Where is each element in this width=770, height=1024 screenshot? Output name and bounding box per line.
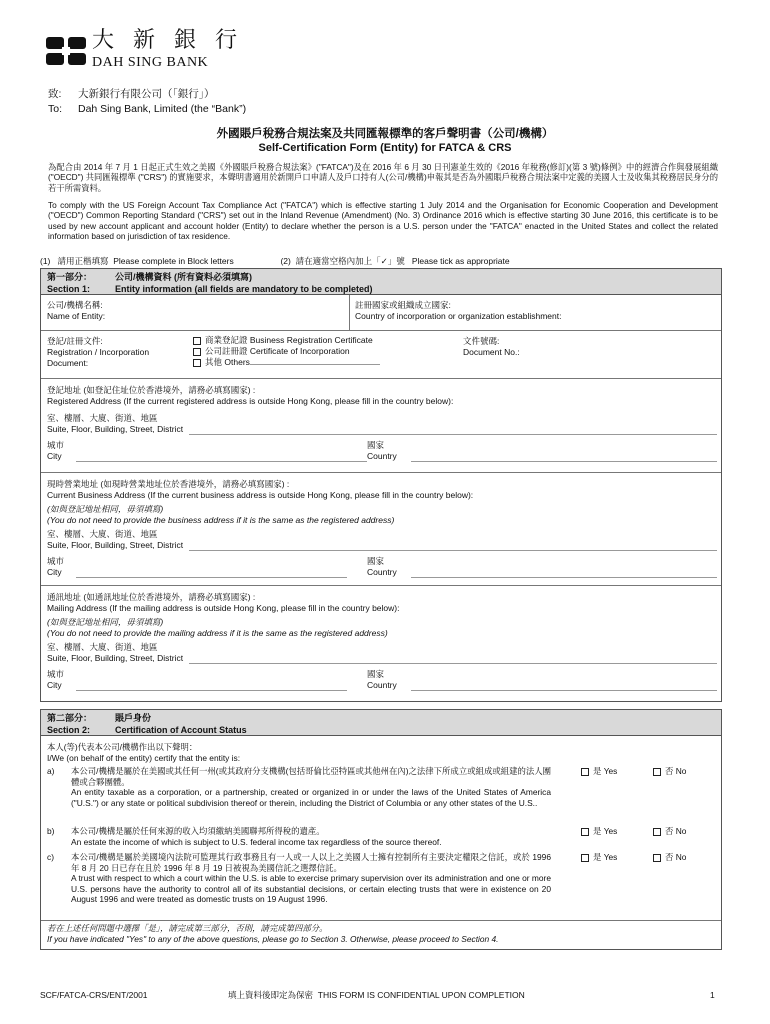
question-b-en: An estate the income of which is subject to U.S. federal income tax regardless of the source thereof. — [71, 836, 442, 847]
question-b-label: b) — [47, 826, 55, 836]
no-label-zh: 否 — [665, 852, 674, 862]
question-c-en: A trust with respect to which a court within the U.S. is able to exercise primary supervision over its administration and one or more U.S. persons have the authority to control all of its substantial decisions, or certain electing trusts that were in existence on 20 August 1996 and were treated as domestic trusts on 19 August 1996. — [71, 873, 551, 904]
mailing-suite-label-en: Suite, Floor, Building, Street, District — [47, 653, 184, 664]
form-code: SCF/FATCA-CRS/ENT/2001 — [40, 990, 148, 1000]
document-no-label-en: Document No.: — [463, 347, 520, 358]
registered-address-label-en: Registered Address (If the current registered address is outside Hong Kong, please fill in the country below): — [47, 396, 454, 407]
mailing-country-label-en: Country — [367, 680, 397, 691]
form-title-zh: 外國賬戶稅務合規法案及共同匯報標準的客戶聲明書（公司/機構） — [216, 128, 554, 140]
business-country-field[interactable] — [367, 556, 717, 578]
mailing-country-field[interactable] — [367, 669, 717, 691]
ci-label-zh: 公司註冊證 — [205, 346, 248, 357]
mailing-suite-label-zh: 室、樓層、大廈、街道、地區 — [47, 642, 158, 653]
registered-suite-label-zh: 室、樓層、大廈、街道、地區 — [47, 413, 158, 424]
declaration — [47, 742, 240, 763]
to-label-zh: 致: — [48, 88, 62, 100]
dah-sing-logo-icon — [46, 37, 86, 65]
section-2-title-zh: 賬戶身份 — [115, 713, 152, 723]
confidential-note-zh: 填上資料後即定為保密 — [228, 990, 314, 1000]
instruction-1-number: (1) — [40, 256, 51, 266]
instruction-1-zh: 請用正楷填寫 — [57, 256, 109, 266]
section-1-header — [41, 269, 721, 295]
document-no-label-zh: 文件號碼: — [463, 336, 500, 346]
business-city-label-zh: 城市 — [47, 556, 65, 567]
registered-country-field[interactable] — [367, 440, 717, 462]
business-city-field[interactable] — [47, 556, 367, 578]
instructions — [40, 256, 720, 267]
question-a-label: a) — [47, 766, 55, 776]
section-1-box — [40, 268, 722, 702]
question-c-zh: 本公司/機構是屬於美國境內法院可監理其行政事務且有一人或一人以上之美國人士擁有控制所有主要決定權限之信託，或於 1996 年 8 月 20 日已存在且於 1996 年 8 月 19 日被視為美國信託之選擇信託。 — [71, 852, 551, 873]
instruction-2-number: (2) — [280, 256, 291, 266]
entity-name-row — [41, 295, 721, 331]
question-c-no-checkbox[interactable] — [653, 854, 661, 862]
question-a-en: An entity taxable as a corporation, or a partnership, created or organized in or under the laws of the United States of America ("U.S.") or any state or political subdivision thereof or therein, including the District of Columbia or any other states of the U.S.. — [71, 787, 551, 808]
question-a-no[interactable] — [653, 766, 686, 777]
question-c-label: c) — [47, 852, 54, 862]
country-incorporation-label-zh: 註冊國家或組織成立國家: — [355, 300, 451, 310]
confidential-note — [228, 990, 525, 1000]
registered-country-label-en: Country — [367, 451, 397, 462]
question-b-no-checkbox[interactable] — [653, 828, 661, 836]
logo-english-name: DAH SING BANK — [92, 55, 209, 70]
doc-option-ci[interactable] — [193, 346, 380, 357]
entity-name-label-en: Name of Entity: — [47, 311, 106, 322]
mailing-same-note-en: (You do not need to provide the mailing address if it is the same as the registered address) — [47, 628, 388, 639]
doc-type-options — [193, 335, 380, 368]
section-2-note-zh: 若在上述任何問題中選擇「是」，請完成第三部分，否則，請完成第四部分。 — [47, 923, 328, 933]
business-country-label-zh: 國家 — [367, 556, 385, 567]
registered-suite-label-en: Suite, Floor, Building, Street, District — [47, 424, 184, 435]
registered-city-field[interactable] — [47, 440, 367, 462]
yes-label-zh: 是 — [593, 826, 602, 836]
entity-name-label-zh: 公司/機構名稱: — [47, 300, 103, 310]
ci-checkbox[interactable] — [193, 348, 201, 356]
to-value-zh: 大新銀行有限公司（「銀行」） — [78, 88, 215, 100]
mailing-address-label-zh: 通訊地址 (如通訊地址位於香港境外，請務必填寫國家) : — [47, 592, 256, 602]
registration-doc-label-en-2: Document: — [47, 358, 89, 369]
no-label-en: No — [675, 826, 687, 836]
to-value-en: Dah Sing Bank, Limited (the “Bank”) — [78, 102, 247, 115]
business-address-label-zh: 現時營業地址 (如現時營業地址位於香港境外，請務必填寫國家) : — [47, 479, 290, 489]
business-same-note-zh: (如與登記地址相同，毋須填寫) — [47, 504, 164, 515]
br-checkbox[interactable] — [193, 337, 201, 345]
entity-name-field[interactable] — [47, 300, 105, 322]
business-suite-label-zh: 室、樓層、大廈、街道、地區 — [47, 529, 158, 540]
document-no-field[interactable] — [463, 336, 520, 358]
declaration-zh: 本人(等)代表本公司/機構作出以下聲明： — [47, 742, 198, 752]
section-2-note-en: If you have indicated "Yes" to any of the above questions, please go to Section 3. Otherwise, please proceed to Section 4. — [47, 933, 499, 944]
mailing-address-row — [41, 586, 721, 699]
registration-doc-label-zh: 登記/註冊文件: — [47, 336, 103, 346]
bank-logo — [46, 30, 243, 71]
yes-label-zh: 是 — [593, 766, 602, 776]
question-c — [71, 852, 551, 905]
registration-doc-label-en-1: Registration / Incorporation — [47, 347, 150, 358]
ci-label-en: Certificate of Incorporation — [249, 346, 350, 357]
mailing-city-field[interactable] — [47, 669, 367, 691]
to-label-en: To: — [48, 102, 63, 115]
question-c-no[interactable] — [653, 852, 686, 863]
logo-chinese-name: 大 新 銀 行 — [92, 28, 243, 53]
mailing-country-label-zh: 國家 — [367, 669, 385, 680]
no-label-zh: 否 — [665, 766, 674, 776]
question-b — [71, 826, 551, 847]
section-2-no-en: Section 2: — [47, 724, 91, 735]
question-a — [71, 766, 551, 808]
registered-address-row — [41, 379, 721, 473]
section-2-box — [40, 709, 722, 950]
question-c-yes-checkbox[interactable] — [581, 854, 589, 862]
country-incorporation-label-en: Country of incorporation or organization establishment: — [355, 311, 562, 322]
section-2-note — [47, 923, 499, 944]
mailing-suite-field[interactable] — [47, 642, 717, 664]
section-2-title-en: Certification of Account Status — [115, 724, 247, 735]
intro-en: To comply with the US Foreign Account Tax Compliance Act ("FATCA") which is effective starting 1 July 2014 and the Organisation for Economic Cooperation and Development ("OECD") Common Reporting Standard ("CRS") set out in the Inland Revenue (Amendment) (No. 3) Ordinance 2016 which is effective starting 30 June 2016, this certificate is to be used by new account applicant and account holder (Entity) to declare whether the person is a U.S. person under the "FATCA" enacted in the United States and collect the related information based on jurisdiction of tax residence. — [48, 200, 718, 242]
business-same-note-en: (You do not need to provide the business address if it is the same as the registered address) — [47, 515, 395, 526]
section-1-no-en: Section 1: — [47, 283, 91, 294]
registered-city-label-zh: 城市 — [47, 440, 65, 451]
page-number: 1 — [710, 990, 715, 1000]
business-suite-label-en: Suite, Floor, Building, Street, District — [47, 540, 184, 551]
declaration-en: I/We (on behalf of the entity) certify that the entity is: — [47, 752, 241, 763]
question-a-no-checkbox[interactable] — [653, 768, 661, 776]
yes-label-en: Yes — [603, 852, 618, 862]
registered-city-label-en: City — [47, 451, 62, 462]
business-country-label-en: Country — [367, 567, 397, 578]
no-label-en: No — [675, 766, 687, 776]
doc-option-others[interactable] — [193, 357, 380, 368]
registered-suite-field[interactable] — [47, 413, 717, 435]
br-label-en: Business Registration Certificate — [249, 335, 373, 345]
business-suite-field[interactable] — [47, 529, 717, 551]
question-c-yes[interactable] — [581, 852, 617, 863]
addressee-block — [48, 87, 246, 116]
question-a-yes[interactable] — [581, 766, 617, 777]
no-label-zh: 否 — [665, 826, 674, 836]
mailing-address-label-en: Mailing Address (If the mailing address is outside Hong Kong, please fill in the country below): — [47, 603, 400, 614]
question-b-yes-checkbox[interactable] — [581, 828, 589, 836]
registered-country-label-zh: 國家 — [367, 440, 385, 451]
confidential-note-en: THIS FORM IS CONFIDENTIAL UPON COMPLETION — [317, 990, 525, 1000]
country-incorporation-field[interactable] — [355, 300, 561, 322]
section-1-title-en: Entity information (all fields are mandatory to be completed) — [115, 283, 373, 294]
mailing-same-note-zh: (如與登記地址相同，毋須填寫) — [47, 617, 164, 628]
br-label-zh: 商業登記證 — [205, 335, 248, 345]
section-1-no-zh: 第一部分： — [47, 272, 93, 282]
others-label-zh: 其他 — [205, 357, 223, 368]
question-b-no[interactable] — [653, 826, 686, 837]
mailing-city-label-zh: 城市 — [47, 669, 65, 680]
mailing-city-label-en: City — [47, 680, 62, 691]
yes-label-en: Yes — [603, 826, 618, 836]
others-checkbox[interactable] — [193, 359, 201, 367]
instruction-1-en: Please complete in Block letters — [113, 256, 234, 266]
instruction-2-en: Please tick as appropriate — [411, 256, 510, 266]
intro-zh: 為配合由 2014 年 7 月 1 日起正式生效之美國《外國賬戶稅務合規法案》("FATCA")及在 2016 年 6 月 30 日刊憲並生效的《2016 年稅務(修訂)(第 3 號)條例》中的經濟合作與發展組織 ("OECD") 共同匯報標準 ("CRS") 的實施要求，本聲明書適用於新開戶口申請人及戶口持有人(公司/機構)申報其是否為外國賬戶稅務合規法案中定義的美國人士及收集其稅務居民身分的若干所需資料。 — [48, 162, 718, 193]
doc-option-br[interactable] — [193, 335, 380, 346]
question-a-yes-checkbox[interactable] — [581, 768, 589, 776]
others-label-en: Others — [224, 357, 250, 368]
section-2-no-zh: 第二部分： — [47, 713, 93, 723]
form-title-en: Self-Certification Form (Entity) for FATCA & CRS — [258, 142, 512, 154]
question-b-zh: 本公司/機構是屬於任何來源的收入均須繳納美國聯邦所得稅的遺產。 — [71, 826, 325, 836]
business-address-label-en: Current Business Address (If the current business address is outside Hong Kong, please fill in the country below): — [47, 490, 474, 501]
no-label-en: No — [675, 852, 687, 862]
yes-label-zh: 是 — [593, 852, 602, 862]
registration-doc-row — [41, 331, 721, 379]
section-2-header — [41, 710, 721, 736]
registered-address-label-zh: 登記地址 (如登記住址位於香港境外，請務必填寫國家) : — [47, 385, 256, 395]
yes-label-en: Yes — [603, 766, 618, 776]
instruction-2-zh: 請在適當空格內加上「✓」號 — [295, 256, 405, 266]
registration-doc-label — [47, 336, 149, 369]
others-input-line[interactable] — [250, 364, 380, 365]
section-1-title-zh: 公司/機構資料 (所有資料必須填寫) — [115, 272, 252, 282]
question-a-zh: 本公司/機構是屬於在美國或其任何一州(或其政府分支機構(包括哥倫比亞特區或其他州在內)之法律下所成立或組成或組建的法人團體或合夥團體。 — [71, 766, 551, 787]
question-b-yes[interactable] — [581, 826, 617, 837]
business-city-label-en: City — [47, 567, 62, 578]
business-address-row — [41, 473, 721, 586]
